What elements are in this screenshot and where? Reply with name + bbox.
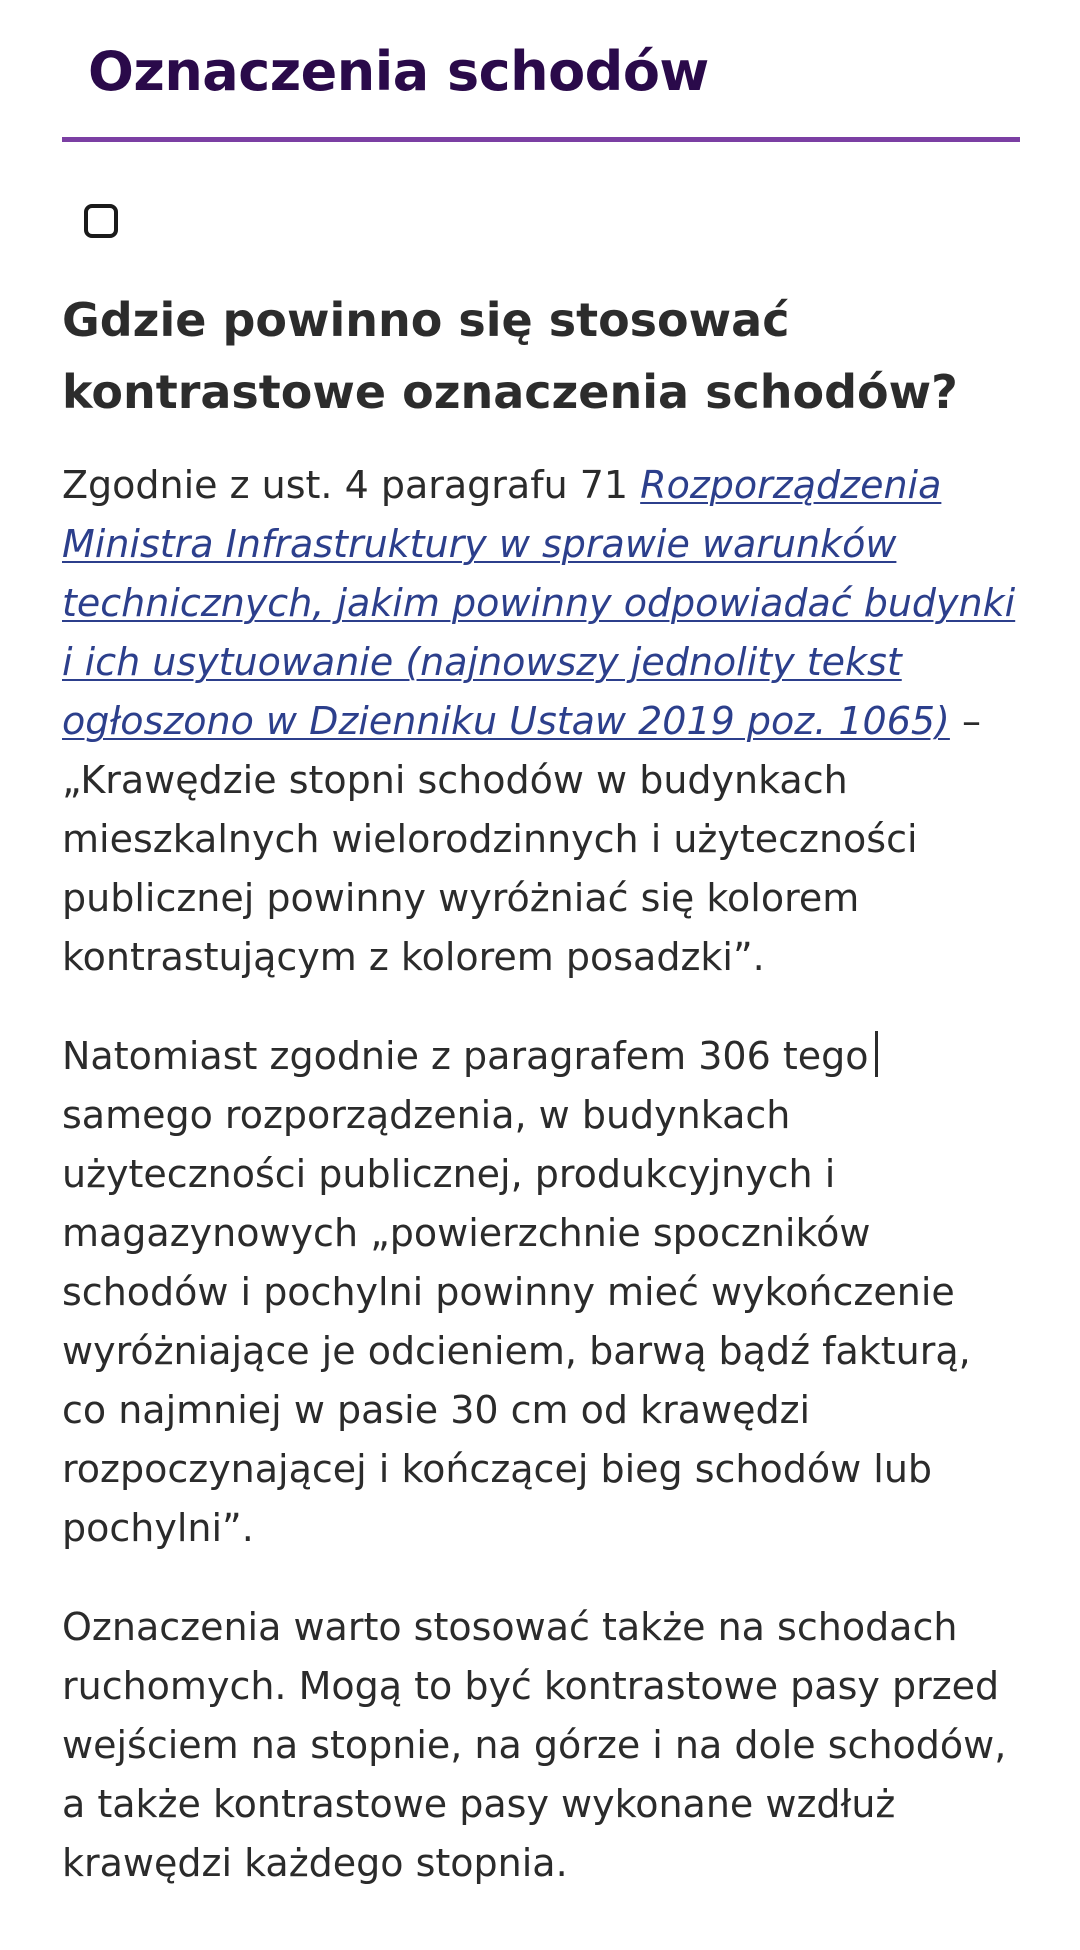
regulation-link[interactable]: Rozporządzenia Ministra Infrastruktury w sprawie warunków technicznych, jakim powinny odpowiadać budynki i ich usytuowanie (najnowszy jednolity tekst ogłoszono w Dzienniku Ustaw 2019 poz. 1065) [62, 463, 1016, 743]
question-heading: Gdzie powinno się stosować kontrastowe oznaczenia schodów? [62, 293, 958, 419]
paragraph-text: – „Krawędzie stopni schodów w budynkach mieszkalnych wielorodzinnych i użyteczności publicznej powinny wyróżniać się kolorem kontrastującym z kolorem posadzki”. [62, 699, 981, 979]
paragraph-text: Natomiast zgodnie z paragrafem 306 tego [62, 1034, 869, 1078]
paragraph-landings [62, 1027, 1020, 1558]
page-title: Oznaczenia schodów [88, 40, 709, 103]
text-cursor [875, 1031, 878, 1077]
paragraph-text: Zgodnie z ust. 4 paragrafu 71 [62, 463, 641, 507]
checkbox-row [62, 142, 1020, 272]
section-header [62, 0, 1020, 142]
page-content [62, 0, 1020, 1893]
checkbox[interactable] [84, 204, 118, 238]
paragraph-regulation [62, 456, 1020, 987]
paragraph-escalators: Oznaczenia warto stosować także na schodach ruchomych. Mogą to być kontrastowe pasy przed wejściem na stopnie, na górze i na dole schodów, a także kontrastowe pasy wykonane wzdłuż krawędzi każdego stopnia. [62, 1605, 1007, 1885]
paragraph-text: samego rozporządzenia, w budynkach użyteczności publicznej, produkcyjnych i magazynowych „powierzchnie spoczników schodów i pochylni powinny mieć wykończenie wyróżniające je odcieniem, barwą bądź fakturą, co najmniej w pasie 30 cm od krawędzi rozpoczynającej i kończącej bieg schodów lub pochylni”. [62, 1093, 971, 1550]
